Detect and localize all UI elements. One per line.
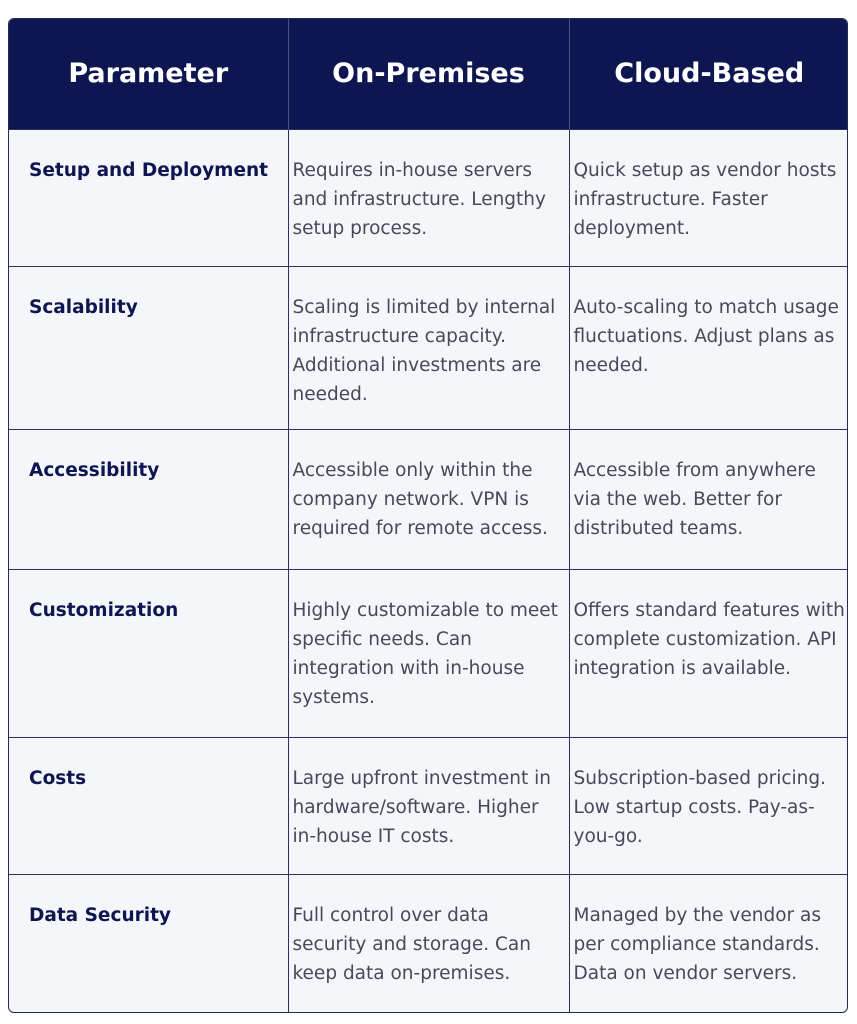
comparison-table-grid <box>9 19 848 1013</box>
row-parameter: Scalability <box>9 266 288 429</box>
header-cloud-based: Cloud-Based <box>569 19 848 129</box>
table-row <box>9 129 848 266</box>
row-cloud-based: Auto-scaling to match usage fluctuations. Adjust plans as needed. <box>569 266 848 429</box>
comparison-table <box>8 18 848 1013</box>
table-header <box>9 19 848 129</box>
row-on-premises: Highly customizable to meet specific needs. Can integration with in-house systems. <box>288 569 569 737</box>
header-parameter: Parameter <box>9 19 288 129</box>
row-cloud-based: Subscription-based pricing. Low startup costs. Pay-as-you-go. <box>569 737 848 874</box>
row-cloud-based: Managed by the vendor as per compliance standards. Data on vendor servers. <box>569 874 848 1013</box>
row-parameter: Setup and Deployment <box>9 129 288 266</box>
table-row <box>9 569 848 737</box>
header-row <box>9 19 848 129</box>
table-body <box>9 129 848 1013</box>
header-on-premises: On-Premises <box>288 19 569 129</box>
row-on-premises: Requires in-house servers and infrastructure. Lengthy setup process. <box>288 129 569 266</box>
row-parameter: Customization <box>9 569 288 737</box>
row-parameter: Data Security <box>9 874 288 1013</box>
row-parameter: Accessibility <box>9 429 288 569</box>
table-row <box>9 266 848 429</box>
table-row <box>9 429 848 569</box>
row-on-premises: Scaling is limited by internal infrastructure capacity. Additional investments are needed. <box>288 266 569 429</box>
row-cloud-based: Quick setup as vendor hosts infrastructure. Faster deployment. <box>569 129 848 266</box>
table-row <box>9 874 848 1013</box>
table-row <box>9 737 848 874</box>
row-on-premises: Accessible only within the company network. VPN is required for remote access. <box>288 429 569 569</box>
row-on-premises: Full control over data security and storage. Can keep data on-premises. <box>288 874 569 1013</box>
row-cloud-based: Offers standard features with complete customization. API integration is available. <box>569 569 848 737</box>
row-parameter: Costs <box>9 737 288 874</box>
row-cloud-based: Accessible from anywhere via the web. Better for distributed teams. <box>569 429 848 569</box>
row-on-premises: Large upfront investment in hardware/software. Higher in-house IT costs. <box>288 737 569 874</box>
